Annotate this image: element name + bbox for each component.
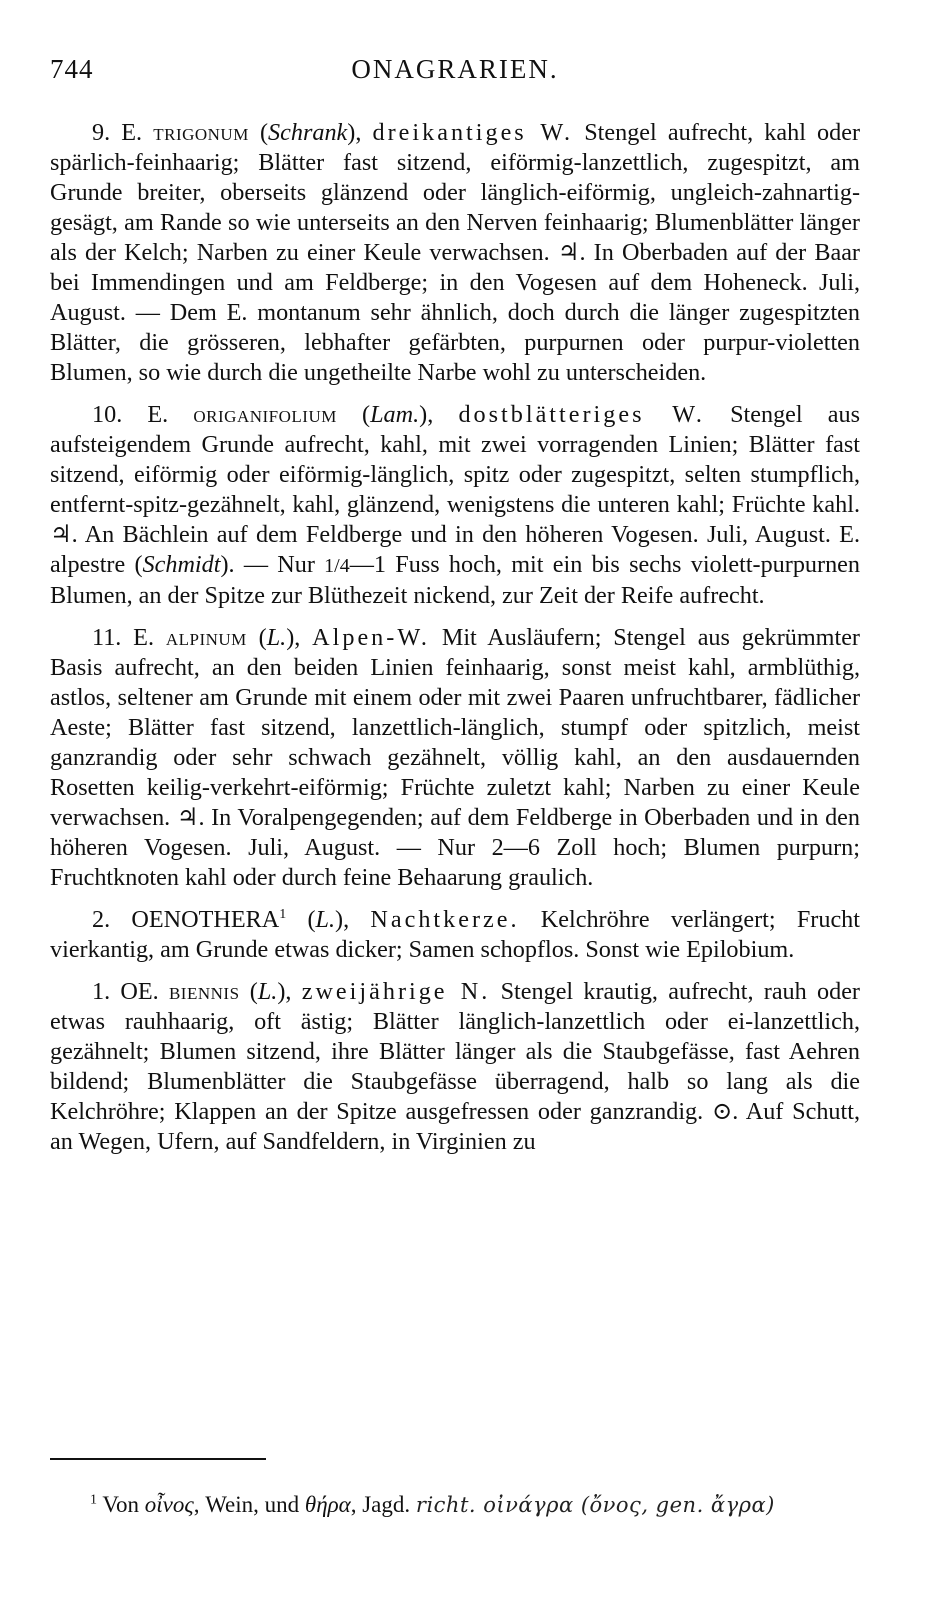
species-name: trigonum <box>153 119 249 146</box>
entry-number: 9. E. <box>92 119 143 146</box>
entry-epilobium-origanifolium: 10. E. origanifolium (Lam.), dostblätteriges W. Stengel aus aufsteigendem Grunde aufrecht, kahl, mit zwei vorragenden Linien; Blätter fast sitzend, eiförmig oder eiförmig-länglich, spitz oder zugespitzt, selten stumpflich, entfernt-spitz-gezähnelt, kahl, glänzend, wenigstens die unteren kahl; Früchte kahl. ♃. An Bächlein auf dem Feldberge und in den höheren Vogesen. Juli, August. E. alpestre (Schmidt). — Nur 1/4—1 Fuss hoch, mit ein bis sechs violett-purpurnen Blumen, an der Spitze zur Blüthezeit nickend, zur Zeit der Reife aufrecht. <box>50 401 861 609</box>
common-name: dreikantiges W. <box>372 119 574 146</box>
entry-text: Mit Ausläufern; Stengel aus gekrümmter Basis aufrecht, an den beiden Linien feinhaarig, sonst meist kahl, armblüthig, astlos, seltener am Grunde mit einem oder mit zwei Paaren unfruchtbarer, fädlicher Aeste; Blätter fast sitzend, lanzettlich-länglich, stumpf oder spitzlich, meist ganzrandig oder sehr schwach gezähnelt, völlig kahl, an den ausdauernden Rosetten keilig-verkehrt-eiförmig; Früchte zuletzt kahl; Narben zu einer Keule verwachsen. ♃. In Voralpengegenden; auf dem Feldberge in Oberbaden und in den höheren Vogesen. Juli, August. — Nur 2—6 Zoll hoch; Blumen purpurn; Fruchtknoten kahl oder durch feine Behaarung graulich. <box>50 624 860 891</box>
entry-epilobium-trigonum: 9. E. trigonum (Schrank), dreikantiges W. Stengel aufrecht, kahl oder spärlich-feinhaarig; Blätter fast sitzend, eiförmig-lanzettlich, zugespitzt, am Grunde breiter, oberseits glänzend oder länglich-eiförmig, ungleich-zahnartig-gesägt, am Rande so wie unterseits an den Nerven feinhaarig; Blumenblätter länger als der Kelch; Narben zu einer Keule verwachsen. ♃. In Oberbaden auf der Baar bei Immendingen und am Feldberge; in den Vogesen auf dem Hoheneck. Juli, August. — Dem E. montanum sehr ähnlich, doch durch die länger zugespitzten Blätter, die grösseren, lebhafter gefärbten, purpurnen oder purpur-violetten Blumen, so wie durch die ungetheilte Narbe wohl zu unterscheiden. <box>50 119 861 386</box>
footnote <box>90 1490 870 1520</box>
footnote-mark: 1 <box>279 906 287 922</box>
author: L. <box>257 978 278 1005</box>
species-name: biennis <box>168 978 240 1005</box>
footnote-number: 1 <box>90 1492 97 1508</box>
common-name: Alpen-W. <box>312 624 430 651</box>
entry-text: Stengel krautig, aufrecht, rauh oder etwas rauhhaarig, oft ästig; Blätter länglich-lanzettlich oder ei-lanzettlich, gezähnelt; Blumen sitzend, ihre Blätter länger als die Staubgefässe, fast Aehren bildend; Blumenblätter die Staubgefässe überragend, halb so lang als die Kelchröhre; Klappen an der Spitze ausgefressen oder ganzrandig. ⊙. Auf Schutt, an Wegen, Ufern, auf Sandfeldern, in Virginien zu <box>50 978 860 1155</box>
entry-text: —1 Fuss hoch, mit ein bis sechs violett-purpurnen Blumen, an der Spitze zur Blüthezeit nickend, zur Zeit der Reife aufrecht. <box>50 551 860 609</box>
book-page <box>50 40 861 1517</box>
genus-number: 2. <box>92 906 111 933</box>
entry-number: 10. E. <box>92 401 169 428</box>
author: Lam. <box>370 401 420 428</box>
author: L. <box>315 906 336 933</box>
running-head: ONAGRARIEN. <box>351 54 559 84</box>
synonym-author: Schmidt <box>142 551 221 578</box>
page-number: 744 <box>50 54 94 84</box>
common-name: Nachtkerze. <box>370 906 520 933</box>
common-name: dostblätteriges W. <box>458 401 705 428</box>
greek-word: οἶνος <box>144 1492 194 1517</box>
entry-text: Stengel aufrecht, kahl oder spärlich-feinhaarig; Blätter fast sitzend, eiförmig-lanzettlich, zugespitzt, am Grunde breiter, oberseits glänzend oder länglich-eiförmig, ungleich-zahnartig-gesägt, am Rande so wie unterseits an den Nerven feinhaarig; Blumenblätter länger als der Kelch; Narben zu einer Keule verwachsen. ♃. In Oberbaden auf der Baar bei Immendingen und am Feldberge; in den Vogesen auf dem Hoheneck. Juli, August. — Dem E. montanum sehr ähnlich, doch durch die länger zugespitzten Blätter, die grösseren, lebhafter gefärbten, purpurnen oder purpur-violetten Blumen, so wie durch die ungetheilte Narbe wohl zu unterscheiden. <box>50 119 861 386</box>
fraction: 1/4 <box>324 555 350 577</box>
species-name: alpinum <box>165 624 247 651</box>
entry-oenothera-biennis: 1. OE. biennis (L.), zweijährige N. Stengel krautig, aufrecht, rauh oder etwas rauhhaarig, oft ästig; Blätter länglich-lanzettlich oder ei-lanzettlich, gezähnelt; Blumen sitzend, ihre Blätter länger als die Staubgefässe, fast Aehren bildend; Blumenblätter die Staubgefässe überragend, halb so lang als die Kelchröhre; Klappen an der Spitze ausgefressen oder ganzrandig. ⊙. Auf Schutt, an Wegen, Ufern, auf Sandfeldern, in Virginien zu <box>50 978 860 1155</box>
common-name: zweijährige N. <box>301 978 491 1005</box>
footnote-rule <box>50 1458 266 1460</box>
genus-oenothera: 2. OENOTHERA$^1$ (L.), Nachtkerze. Kelchröhre verlängert; Frucht vierkantig, am Grunde etwas dicker; Samen schopflos. Sonst wie Epilobium. <box>50 906 860 963</box>
entry-text: Stengel aus aufsteigendem Grunde aufrecht, kahl, mit zwei vorragenden Linien; Blätter fast sitzend, eiförmig oder eiförmig-länglich, spitz oder zugespitzt, selten stumpflich, entfernt-spitz-gezähnelt, kahl, glänzend, wenigstens die unteren kahl; Früchte kahl. ♃. An Bächlein auf dem Feldberge und in den höheren Vogesen. Juli, August. E. alpestre ( <box>50 401 861 578</box>
author: Schrank <box>268 119 348 146</box>
genus-text: Kelchröhre verlängert; Frucht vierkantig, am Grunde etwas dicker; Samen schopflos. Sonst wie Epilobium. <box>50 906 860 963</box>
footnote-text: Von <box>102 1492 145 1517</box>
entry-number: 1. OE. <box>92 978 159 1005</box>
entry-number: 11. E. <box>92 624 154 651</box>
species-name: origanifolium <box>193 401 337 428</box>
author: L. <box>266 624 287 651</box>
greek-word: θήρα <box>304 1492 351 1517</box>
page-header <box>50 40 860 84</box>
genus-name: OENOTHERA <box>131 906 280 933</box>
handwritten-annotation: richt. οἰνάγρα (ὄνος, gen. ἄγρα) <box>415 1493 775 1517</box>
page-body <box>50 118 860 1157</box>
entry-text: ). — Nur <box>220 551 325 578</box>
entry-epilobium-alpinum: 11. E. alpinum (L.), Alpen-W. Mit Ausläufern; Stengel aus gekrümmter Basis aufrecht, an den beiden Linien feinhaarig, sonst meist kahl, armblüthig, astlos, seltener am Grunde mit einem oder mit zwei Paaren unfruchtbarer, fädlicher Aeste; Blätter fast sitzend, lanzettlich-länglich, stumpf oder spitzlich, meist ganzrandig oder sehr schwach gezähnelt, völlig kahl, an den ausdauernden Rosetten keilig-verkehrt-eiförmig; Früchte zuletzt kahl; Narben zu einer Keule verwachsen. ♃. In Voralpengegenden; auf dem Feldberge in Oberbaden und in den höheren Vogesen. Juli, August. — Nur 2—6 Zoll hoch; Blumen purpurn; Fruchtknoten kahl oder durch feine Behaarung graulich. <box>50 624 860 891</box>
footnote-text: , Jagd. <box>350 1492 411 1517</box>
footnote-text: , Wein, und <box>193 1492 305 1517</box>
